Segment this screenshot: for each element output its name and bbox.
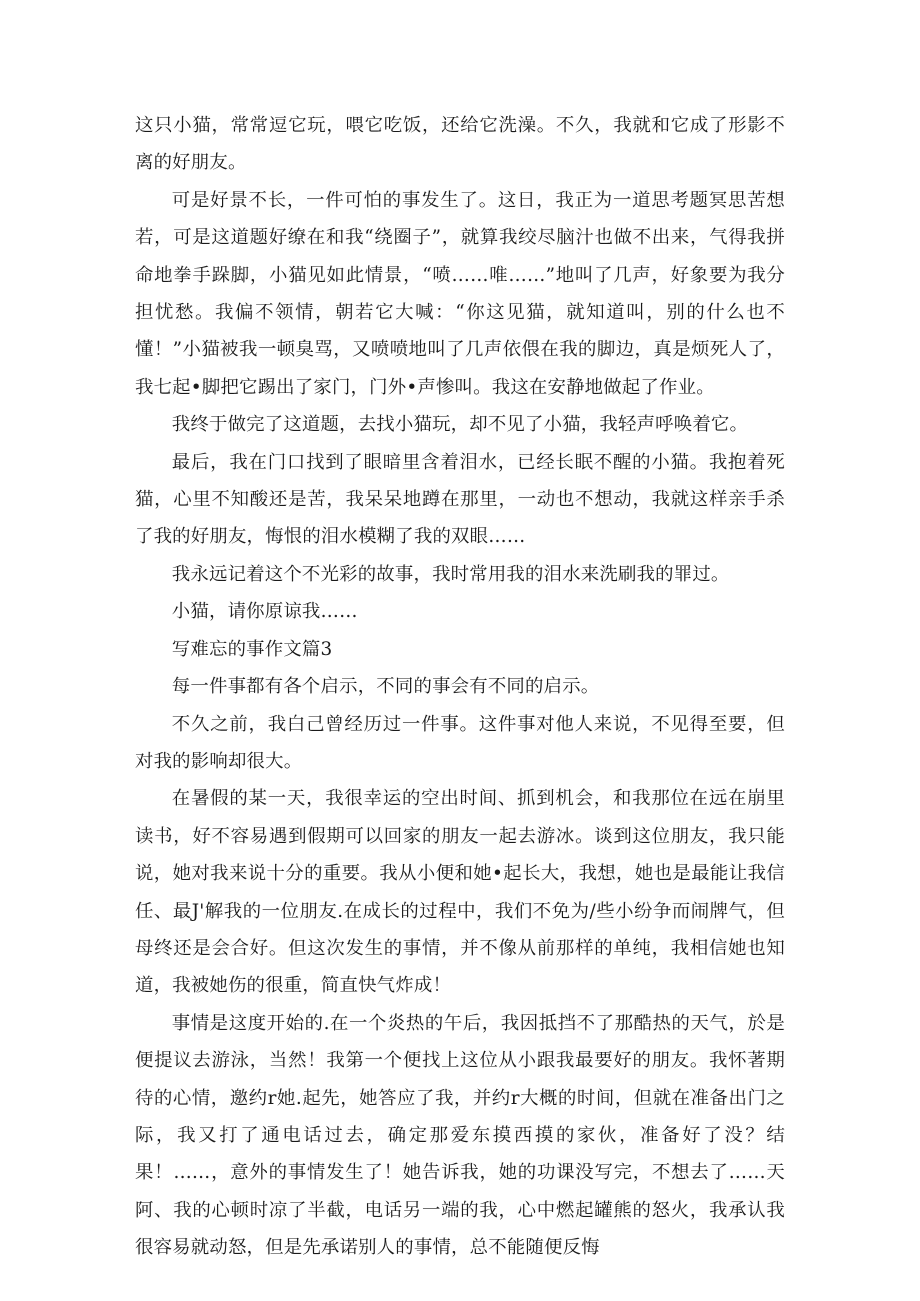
paragraph: 我终于做完了这道题，去找小猫玩，却不见了小猫，我轻声呼唤着它。 <box>171 414 749 436</box>
paragraph: 这只小猫，常常逗它玩，喂它吃饭，还给它洗澡。不久，我就和它成了形影不离的好朋友。 <box>135 115 785 174</box>
article-body <box>135 107 785 1267</box>
paragraph: 小猫，请你原谅我…… <box>171 601 358 623</box>
paragraph: 可是好景不长，一件可怕的事发生了。这日，我正为一道思考题冥思苦想若，可是这道题好缭在和我“绕圈子”，就算我绞尽脑汁也做不出来，气得我拼命地拳手跺脚，小猫见如此情景，“喷……唯……”地叫了几声，好象要为我分担忧愁。我偏不领情，朝若它大喊：“你这见猫，就知道叫，别的什么也不懂！”小猫被我一顿臭骂，又喷喷地叫了几声依偎在我的脚边，真是烦死人了，我七起•脚把它踢出了家门，门外•声惨叫。我这在安静地做起了作业。 <box>135 189 785 398</box>
section-heading: 写难忘的事作文篇3 <box>171 638 333 660</box>
paragraph: 我永远记着这个不光彩的故事，我时常用我的泪水来洗刷我的罪过。 <box>171 563 730 585</box>
paragraph: 事情是这度开始的.在一个炎热的午后，我因抵挡不了那酷热的天气，於是便提议去游泳，当然！我第一个便找上这位从小跟我最要好的朋友。我怀著期待的心情，邀约r她.起先，她答应了我，并约r大概的时间，但就在准备出门之际，我又打了通电话过去，确定那爱东摸西摸的家伙，准备好了没？结果！……，意外的事情发生了！她告诉我，她的功课没写完，不想去了……天阿、我的心顿时凉了半截，电话另一端的我，心中燃起罐熊的怒火，我承认我很容易就动怒，但是先承诺别人的事情，总不能随便反悔 <box>135 1012 785 1259</box>
paragraph: 在暑假的某一天，我很幸运的空出时间、抓到机会，和我那位在远在崩里读书，好不容易遇到假期可以回家的朋友一起去游冰。谈到这位朋友，我只能说，她对我来说十分的重要。我从小便和她•起长大，我想，她也是最能让我信任、最J'解我的一位朋友.在成长的过程中，我们不免为/些小纷争而闹牌气，但母终还是会合好。但这次发生的事情，并不像从前那样的单纯，我相信她也知道，我被她伤的很重，简直快气炸成！ <box>135 788 785 997</box>
paragraph: 最后，我在门口找到了眼暗里含着泪水，已经长眠不醒的小猫。我抱着死猫，心里不知酸还是苦，我呆呆地蹲在那里，一动也不想动，我就这样亲手杀了我的好朋友，悔恨的泪水模糊了我的双眼…… <box>135 451 785 548</box>
paragraph: 不久之前，我白己曾经历过一件事。这件事对他人来说，不见得至要，但对我的影响却很大。 <box>135 713 785 772</box>
paragraph: 每一件事都有各个启示，不同的事会有不同的启示。 <box>171 676 600 698</box>
